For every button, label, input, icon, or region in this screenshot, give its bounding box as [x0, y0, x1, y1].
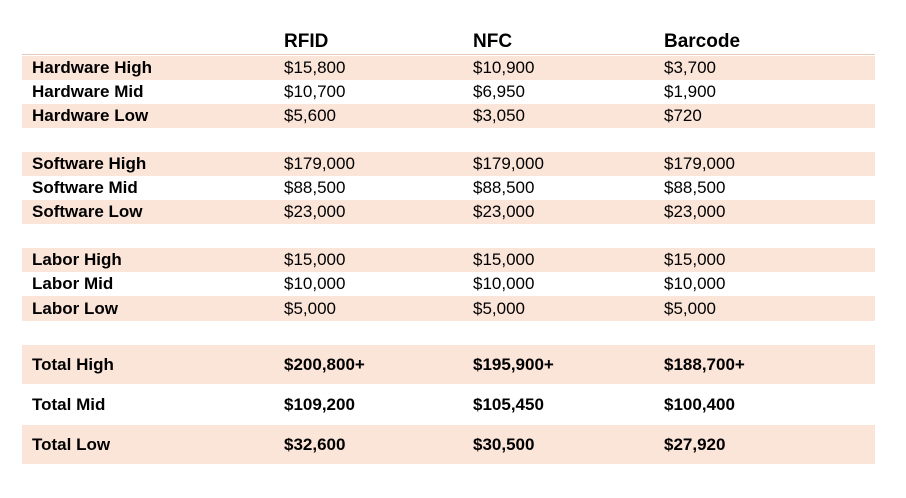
cell-rfid: $179,000	[284, 154, 355, 173]
table-row	[22, 248, 875, 272]
column-header-rfid: RFID	[284, 31, 329, 52]
table-row-total	[22, 384, 875, 425]
cell-nfc: $6,950	[473, 82, 525, 101]
table-header	[22, 30, 875, 55]
row-label: Software Mid	[32, 178, 138, 197]
cell-rfid: $23,000	[284, 202, 346, 221]
cell-barcode: $27,920	[664, 434, 726, 454]
cell-nfc: $10,900	[473, 58, 535, 77]
cell-nfc: $88,500	[473, 178, 535, 197]
cell-nfc: $10,000	[473, 274, 535, 293]
cell-rfid: $32,600	[284, 434, 346, 454]
row-label: Hardware Low	[32, 106, 149, 125]
cell-barcode: $10,000	[664, 274, 726, 293]
cell-nfc: $5,000	[473, 298, 525, 318]
column-header-barcode: Barcode	[664, 31, 741, 52]
row-label: Hardware High	[32, 58, 152, 77]
table-row-total	[22, 345, 875, 384]
cell-rfid: $109,200	[284, 394, 355, 414]
cell-barcode: $720	[664, 106, 702, 125]
table-row	[22, 200, 875, 224]
cell-nfc: $105,450	[473, 394, 544, 414]
cell-nfc: $179,000	[473, 154, 544, 173]
row-label: Total High	[32, 354, 114, 374]
cell-nfc: $15,000	[473, 250, 535, 269]
table-row	[22, 104, 875, 128]
table-row	[22, 152, 875, 176]
cell-barcode: $15,000	[664, 250, 726, 269]
cell-barcode: $3,700	[664, 58, 716, 77]
row-label: Labor High	[32, 250, 122, 269]
table-row	[22, 56, 875, 80]
row-label: Total Low	[32, 434, 111, 454]
row-label: Labor Mid	[32, 274, 114, 293]
cell-nfc: $23,000	[473, 202, 535, 221]
table-row	[22, 272, 875, 296]
table-row	[22, 80, 875, 104]
cell-rfid: $5,600	[284, 106, 336, 125]
table-row-total	[22, 425, 875, 464]
cell-barcode: $23,000	[664, 202, 726, 221]
cell-barcode: $100,400	[664, 394, 735, 414]
cell-barcode: $188,700+	[664, 354, 745, 374]
row-label: Labor Low	[32, 298, 118, 318]
cell-nfc: $30,500	[473, 434, 535, 454]
row-label: Software High	[32, 154, 147, 173]
cell-nfc: $3,050	[473, 106, 525, 125]
cell-barcode: $88,500	[664, 178, 726, 197]
cell-rfid: $5,000	[284, 298, 336, 318]
row-label: Hardware Mid	[32, 82, 144, 101]
cell-nfc: $195,900+	[473, 354, 554, 374]
cell-barcode: $179,000	[664, 154, 735, 173]
table-row	[22, 296, 875, 321]
cell-rfid: $15,800	[284, 58, 346, 77]
cell-rfid: $200,800+	[284, 354, 365, 374]
cell-barcode: $1,900	[664, 82, 716, 101]
cell-barcode: $5,000	[664, 298, 716, 318]
table-row	[22, 176, 875, 200]
row-label: Software Low	[32, 202, 143, 221]
cell-rfid: $88,500	[284, 178, 346, 197]
cell-rfid: $15,000	[284, 250, 346, 269]
cell-rfid: $10,000	[284, 274, 346, 293]
column-header-nfc: NFC	[473, 31, 513, 52]
row-label: Total Mid	[32, 394, 106, 414]
cell-rfid: $10,700	[284, 82, 346, 101]
